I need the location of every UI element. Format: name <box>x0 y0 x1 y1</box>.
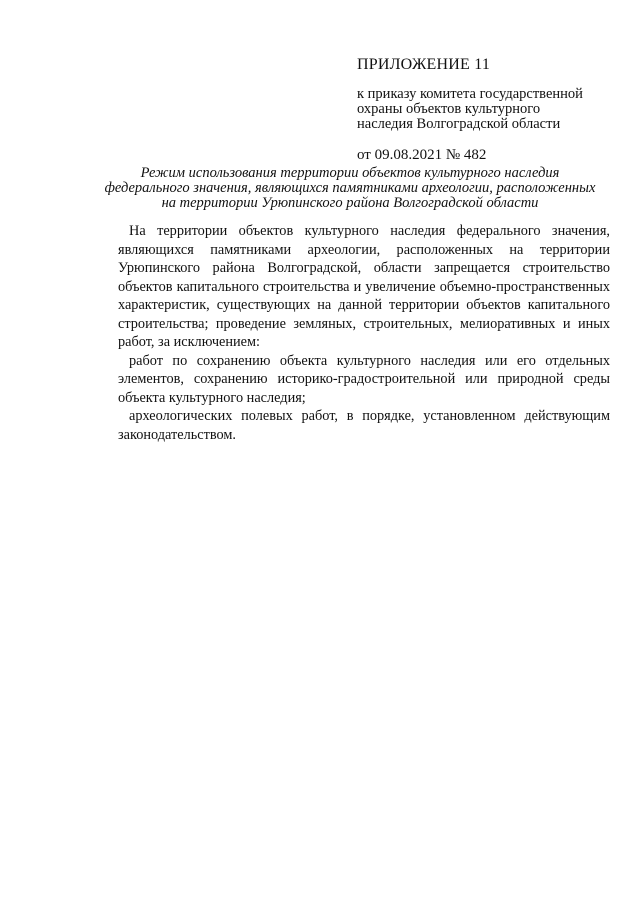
body-paragraph: На территории объектов культурного наследия федерального значения, являющихся памятниками археологии, расположенных на территории Урюпинского района Волгоградской, области запрещается строительство объектов капитального строительства и увеличение объемно-пространственных характеристик, существующих на данной территории объектов капитального строительства; проведение земляных, строительных, мелиоративных и иных работ, за исключением: <box>118 223 610 350</box>
document-title-line: Режим использования территории объектов культурного наследия <box>140 165 560 181</box>
appendix-header <box>357 56 617 164</box>
document-body <box>118 222 610 444</box>
appendix-ref-line: к приказу комитета государственной <box>357 86 583 102</box>
body-paragraph: археологических полевых работ, в порядке, установленном действующим законодательством. <box>118 408 610 443</box>
document-title <box>90 166 610 211</box>
appendix-ref-line: наследия Волгоградской области <box>357 116 561 132</box>
body-paragraph: работ по сохранению объекта культурного наследия или его отдельных элементов, сохранению историко-градостроительной или природной среды объекта культурного наследия; <box>118 352 610 406</box>
document-title-line: федерального значения, являющихся памятниками археологии, расположенных <box>104 180 596 196</box>
appendix-title: ПРИЛОЖЕНИЕ 11 <box>357 56 491 73</box>
appendix-order-reference <box>357 87 617 132</box>
appendix-date-number: от 09.08.2021 № 482 <box>357 147 487 163</box>
document-title-line: на территории Урюпинского района Волгоградской области <box>161 195 539 211</box>
appendix-ref-line: охраны объектов культурного <box>357 101 541 117</box>
